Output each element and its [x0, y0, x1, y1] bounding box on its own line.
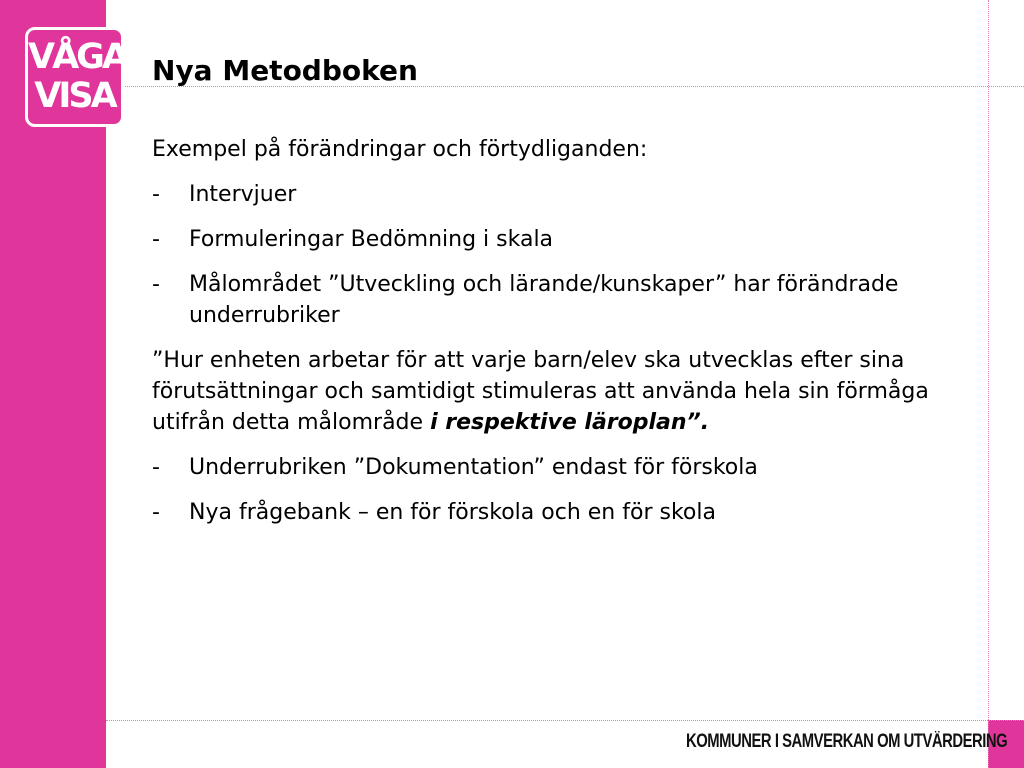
bullet-dash: - [152, 227, 160, 252]
list-item-text: Intervjuer [189, 182, 297, 207]
slide-body [152, 134, 982, 542]
logo-line-2: VISA [34, 76, 115, 116]
list-item [152, 224, 982, 255]
quote-ending: ”. [686, 410, 710, 435]
quote-text: ”Hur enheten arbetar för att varje barn/elev ska utvecklas efter sina förutsättningar och samtidigt stimuleras att använda hela sin förmåga utifrån detta målområde [152, 348, 929, 435]
bullet-dash: - [152, 182, 160, 207]
bullet-dash: - [152, 500, 160, 525]
footer-tagline: KOMMUNER I SAMVERKAN OM UTVÄRDERING [686, 731, 1008, 752]
guide-line-right [988, 0, 989, 768]
quote-emphasis: i respektive läroplan [430, 410, 687, 435]
list-item [152, 452, 982, 483]
vaga-visa-logo [25, 27, 124, 127]
list-item [152, 497, 982, 528]
list-item [152, 179, 982, 210]
list-item-text: Målområdet ”Utveckling och lärande/kunskaper” har förändrade underrubriker [189, 272, 899, 328]
guide-line-bottom [106, 720, 1024, 721]
list-item-text: Underrubriken ”Dokumentation” endast för förskola [189, 455, 758, 480]
quote-paragraph [152, 345, 982, 438]
intro-text: Exempel på förändringar och förtydliganden: [152, 137, 648, 162]
bullet-dash: - [152, 455, 160, 480]
logo-line-1: VÅGA [28, 37, 126, 77]
slide-title: Nya Metodboken [152, 54, 418, 87]
list-item [152, 269, 982, 331]
list-item-text: Formuleringar Bedömning i skala [189, 227, 554, 252]
bullet-dash: - [152, 272, 160, 297]
list-item-text: Nya frågebank – en för förskola och en för skola [189, 500, 716, 525]
